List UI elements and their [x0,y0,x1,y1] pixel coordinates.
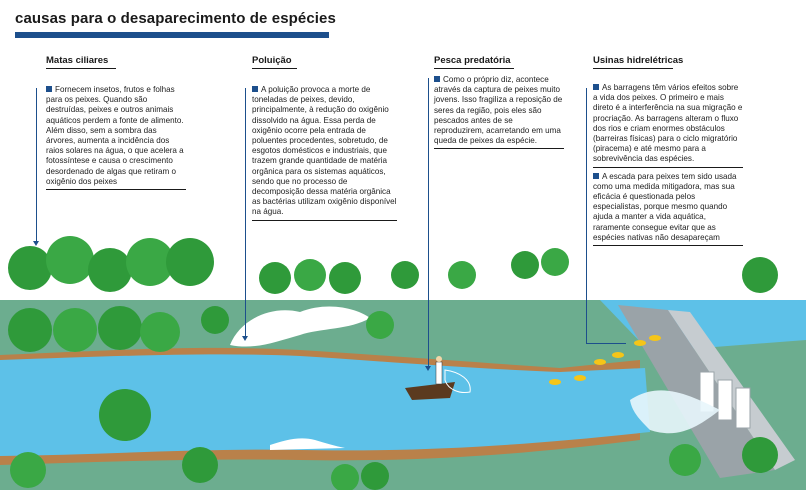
section-usinas-hidreletricas [593,55,743,246]
section-text: Fornecem insetos, frutos e folhas para os peixes. Quando são destruídas, peixes e outros animais aquáticos perdem a fonte de alimento. Além disso, sem a sombra das árvores, aumenta a incidência dos raios solares na água, o que acelera a fotossíntese e causa o crescimento desordenado de algas que retiram o oxigênio dos peixes [46,85,184,186]
section-paragraph [593,83,743,168]
section-pesca-predatoria [434,55,564,149]
section-text: As barragens têm vários efeitos sobre a vida dos peixes. O primeiro e mais direto é a interferência na sua migração e procriação. As barragens alteram o fluxo dos rios e criam enormes obstáculos (barreiras físicas) para o ciclo migratório (piracema) e até mesmo para a sobrevivência das espécies. [593,83,743,164]
bullet-square-icon [593,173,599,179]
page-title: causas para o desaparecimento de espécies [15,10,336,27]
section-poluicao [252,55,397,221]
section-heading: Matas ciliares [46,55,109,66]
leader-line-usinas [586,88,587,343]
section-paragraph [46,85,186,190]
bullet-square-icon [46,86,52,92]
bullet-square-icon [434,76,440,82]
arrowhead-pesca [425,366,431,371]
section-text: A poluição provoca a morte de toneladas de peixes, devido, principalmente, à redução do oxigênio dissolvido na água. Essa perda de oxigênio ocorre pela entrada de poluentes procedentes, sobretudo, de esgotos domésticos e industriais, que trazem grande quantidade de matéria orgânica para os sistemas aquáticos, sendo que no processo de decomposição dessa matéria orgânica as bactérias utilizam oxigênio disponível na água. [252,85,397,217]
section-heading: Pesca predatória [434,55,511,66]
bullet-square-icon [252,86,258,92]
section-matas-ciliares [46,55,186,190]
section-heading: Poluição [252,55,292,66]
leader-line-usinas-h [586,343,626,344]
section-paragraph [593,172,743,246]
bullet-square-icon [593,84,599,90]
section-paragraph [252,85,397,221]
section-text: Como o próprio diz, acontece através da captura de peixes muito jovens. Isso fragiliza a reposição de seres da região, pois eles são pescados antes de se reproduzirem, acarretando em uma queda de peixes da espécie. [434,75,563,146]
leader-line-matas [36,88,37,243]
arrowhead-matas [33,241,39,246]
leader-line-pesca [428,78,429,368]
arrowhead-poluicao [242,336,248,341]
leader-line-poluicao [245,88,246,338]
section-paragraph [434,75,564,149]
section-text: A escada para peixes tem sido usada como uma medida mitigadora, mas sua eficácia é questionada pelos especialistas, porque mesmo quando ajuda a manter a vida aquática, raramente consegue evitar que as espécies nativas não desapareçam [593,171,737,242]
section-heading: Usinas hidrelétricas [593,55,684,66]
